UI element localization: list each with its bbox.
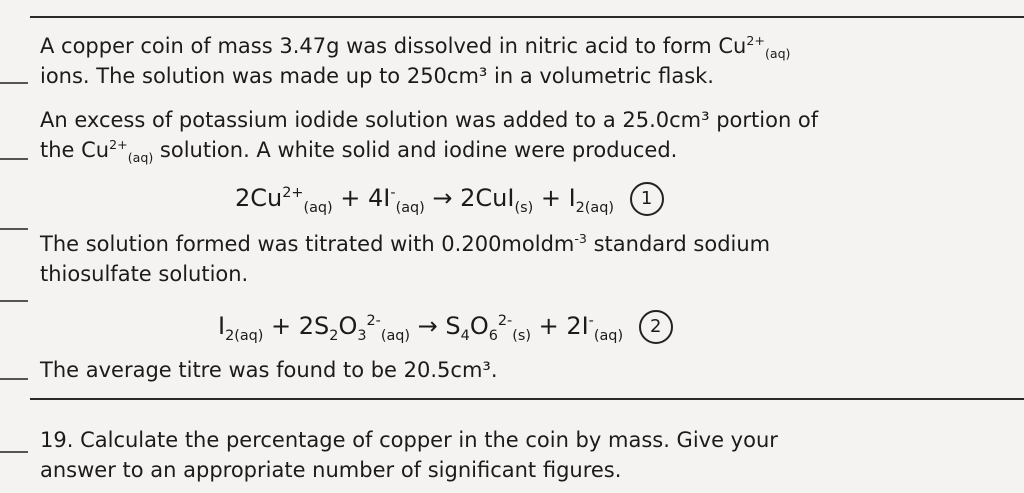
paragraph-1-line-2: ions. The solution was made up to 250cm³ in a volumetric flask. <box>40 64 714 88</box>
paragraph-3-line-2: thiosulfate solution. <box>40 262 249 286</box>
equation-1: $2Cu^{2+}_{(aq)} + 4I^-_{(aq)} \to 2CuI_{(s)} + I_{2(aq)}$ 1 <box>235 182 664 216</box>
equation-marker-circle: 1 <box>630 182 664 216</box>
margin-tick <box>0 451 28 453</box>
question-line-2: answer to an appropriate number of significant figures. <box>40 458 622 482</box>
question-line-1: 19. Calculate the percentage of copper in the coin by mass. Give your <box>40 428 778 452</box>
margin-tick <box>0 378 28 380</box>
reaction-arrow: → <box>424 184 461 212</box>
paragraph-2-line-1: An excess of potassium iodide solution was added to a 25.0cm³ portion of <box>40 108 819 132</box>
margin-tick <box>0 82 28 84</box>
paragraph-4-line-1: The average titre was found to be 20.5cm³. <box>40 358 498 382</box>
reaction-arrow: → <box>410 312 446 340</box>
equation-2: $I_{2(aq)} + 2S_2O_3^{2-}_{(aq)} \to S_4O_6^{2-}_{(s)} + 2I^-_{(aq)}$ 2 <box>218 310 673 344</box>
section-divider <box>30 398 1024 400</box>
margin-tick <box>0 228 28 230</box>
margin-tick <box>0 158 28 160</box>
paragraph-1-line-1: A copper coin of mass 3.47g was dissolved in nitric acid to form $Cu^{2+}_{(aq)}$ <box>40 33 791 62</box>
margin-tick <box>0 300 28 302</box>
top-rule <box>30 16 1024 18</box>
equation-marker-circle: 2 <box>639 310 673 344</box>
paragraph-3-line-1: The solution formed was titrated with 0.200moldm$^{-3}$ standard sodium <box>40 231 771 256</box>
paragraph-2-line-2: the $Cu^{2+}_{(aq)}$ solution. A white solid and iodine were produced. <box>40 137 678 166</box>
